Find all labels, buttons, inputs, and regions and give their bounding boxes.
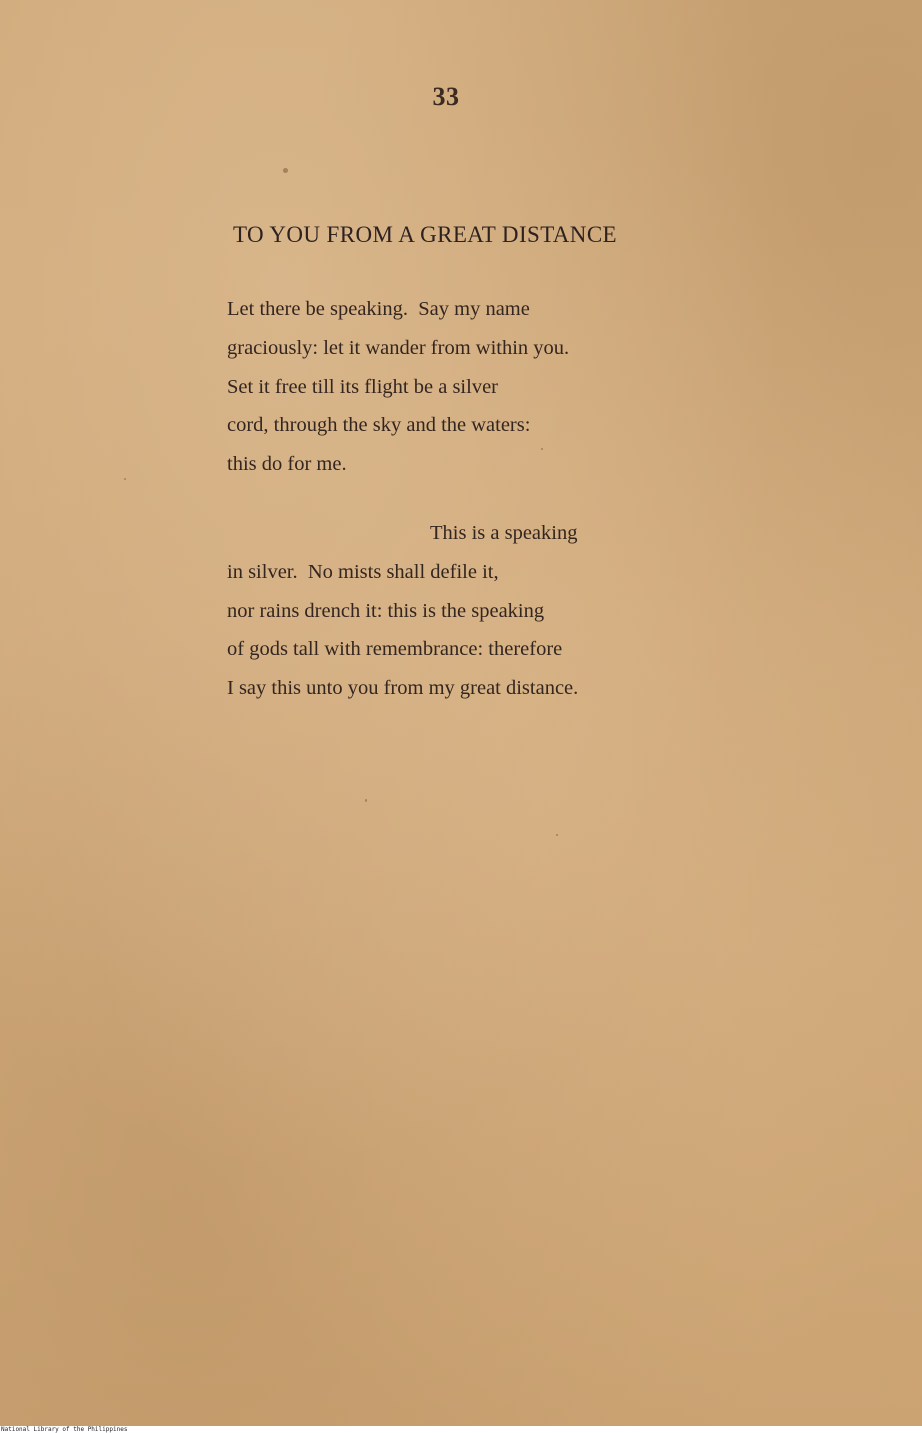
poem-line: nor rains drench it: this is the speaking — [227, 599, 545, 622]
poem-line: Let there be speaking. Say my name — [227, 298, 530, 320]
paper-speck — [556, 834, 558, 836]
poem-line: this do for me. — [227, 453, 347, 476]
poem-line: Set it free till its flight be a silver — [227, 375, 498, 398]
poem-line: of gods tall with remembrance: therefore — [227, 638, 563, 661]
poem-line: in silver. No mists shall defile it, — [227, 560, 499, 583]
paper-speck — [283, 168, 288, 173]
poem-line-indented: This is a speaking — [430, 522, 578, 544]
footer-band — [0, 1426, 922, 1433]
page-number: 33 — [432, 82, 460, 111]
poem-line: cord, through the sky and the waters: — [227, 414, 531, 437]
poem-line: I say this unto you from my great distance. — [227, 677, 579, 700]
poem-title: TO YOU FROM A GREAT DISTANCE — [233, 222, 618, 247]
library-credit: National Library of the Philippines — [1, 1426, 128, 1433]
paper-speck — [124, 478, 126, 480]
poem-stanza-1 — [227, 290, 569, 484]
poem-stanza-2 — [227, 514, 578, 708]
poem-line: graciously: let it wander from within you. — [227, 336, 570, 359]
paper-speck — [365, 799, 367, 802]
